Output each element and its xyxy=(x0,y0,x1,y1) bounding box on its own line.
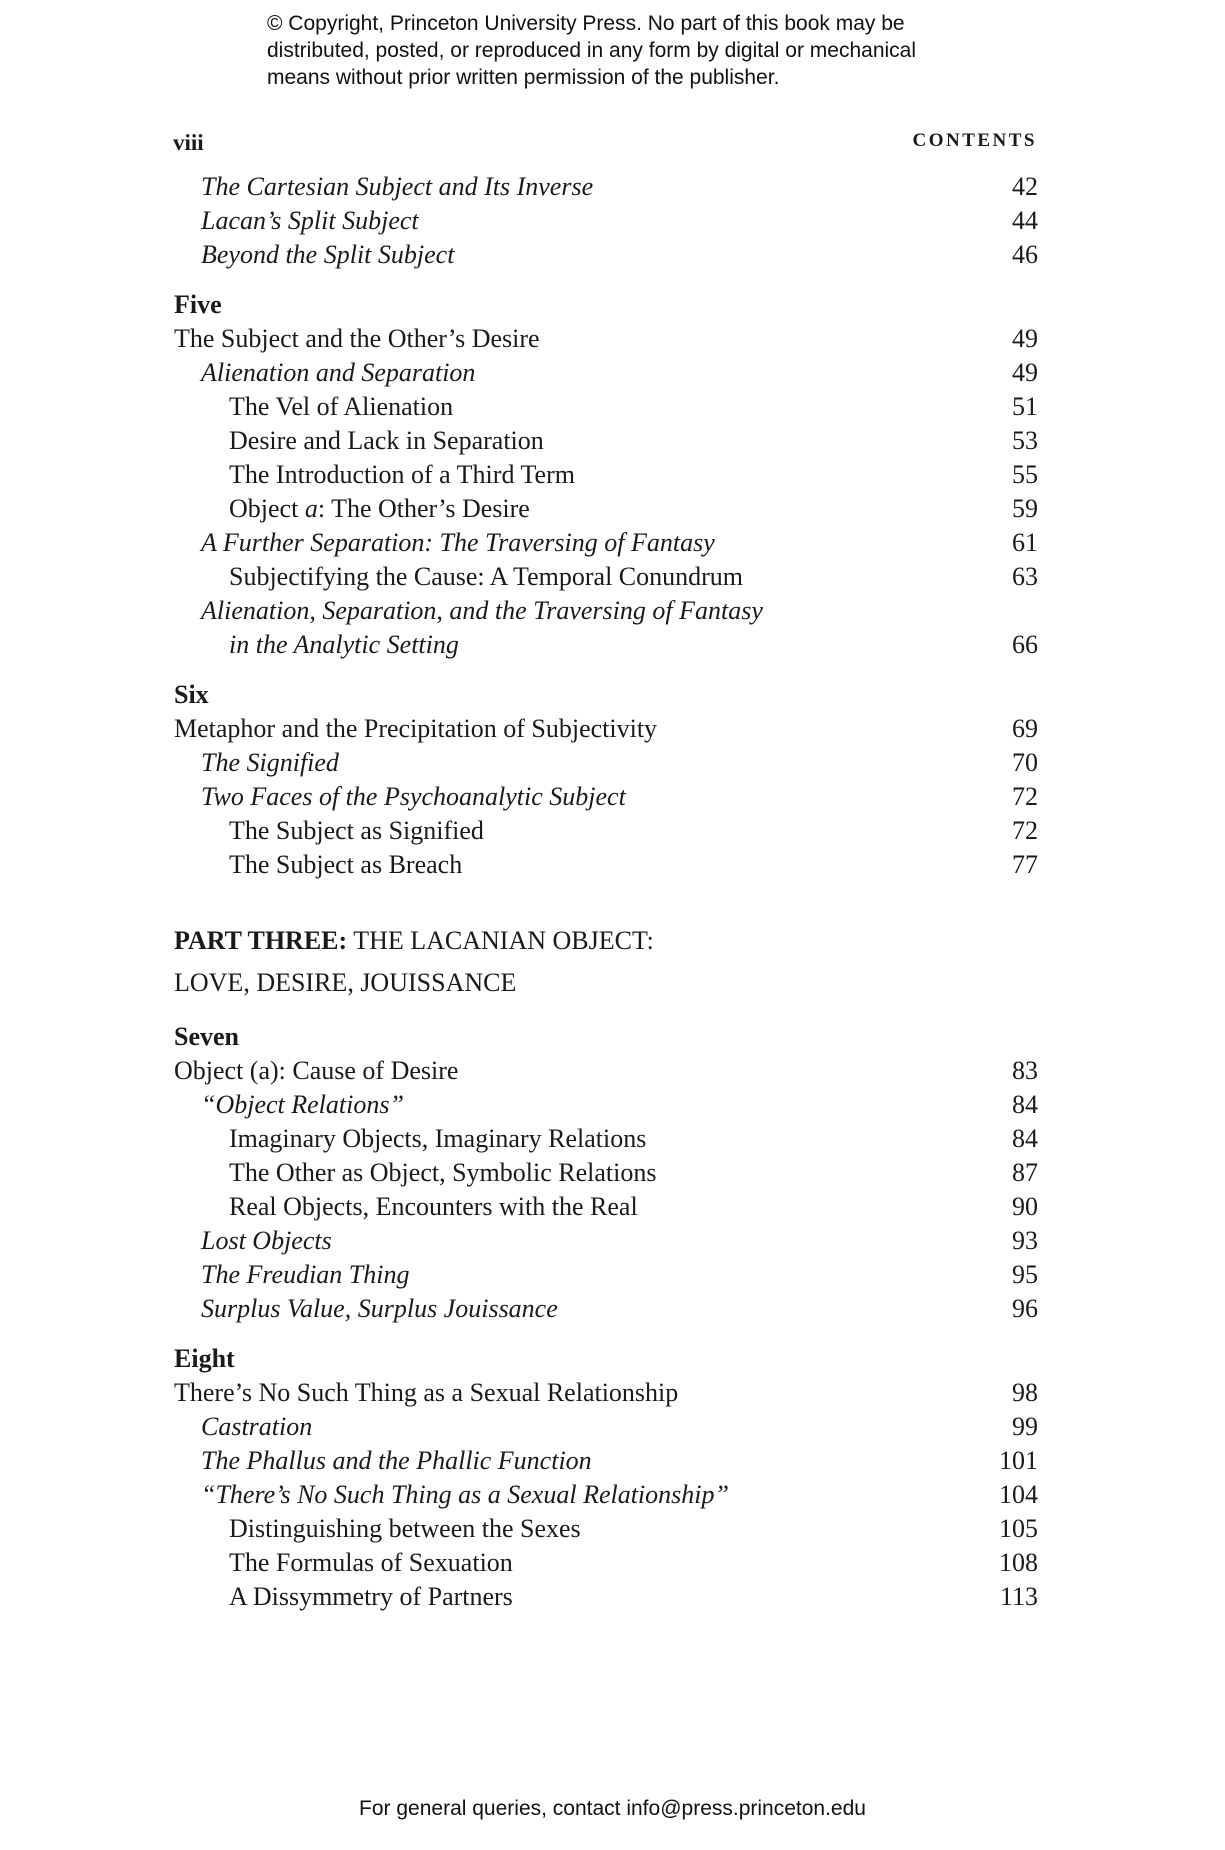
toc-entry-page: 98 xyxy=(1012,1378,1038,1407)
toc-entry xyxy=(174,1258,1038,1292)
chapter-title-entry xyxy=(174,1376,1038,1410)
toc-entry-title: “There’s No Such Thing as a Sexual Relationship” xyxy=(201,1480,729,1509)
toc-entry xyxy=(174,1444,1038,1478)
toc-entry-page: 72 xyxy=(1012,782,1038,811)
toc-entry-title-prefix: Object xyxy=(229,494,305,523)
toc-entry-title: The Subject as Signified xyxy=(229,816,484,845)
toc-entry-title: Distinguishing between the Sexes xyxy=(229,1514,581,1543)
toc-entry xyxy=(174,204,1038,238)
chapter-title-entry xyxy=(174,1054,1038,1088)
toc-entry-page: 104 xyxy=(999,1480,1038,1509)
toc-entry-page: 95 xyxy=(1012,1260,1038,1289)
page-folio: viii xyxy=(173,130,204,155)
chapter-title: The Subject and the Other’s Desire xyxy=(174,324,540,353)
toc-entry-page: 51 xyxy=(1012,392,1038,421)
toc-entry xyxy=(174,1546,1038,1580)
chapter-title: Object (a): Cause of Desire xyxy=(174,1056,459,1085)
toc-entry xyxy=(174,1190,1038,1224)
toc-entry-title: Alienation and Separation xyxy=(201,358,476,387)
toc-entry xyxy=(174,458,1038,492)
part-title-line2: LOVE, DESIRE, JOUISSANCE xyxy=(174,968,517,997)
toc-entry-page: 96 xyxy=(1012,1294,1038,1323)
toc-entry-page: 108 xyxy=(999,1548,1038,1577)
part-title: THE LACANIAN OBJECT: xyxy=(353,926,654,955)
toc-entry xyxy=(174,594,1038,628)
toc-entry-page: 66 xyxy=(1012,630,1038,659)
toc-entry xyxy=(174,560,1038,594)
toc-entry xyxy=(174,492,1038,526)
toc-entry-title xyxy=(229,492,530,526)
toc-entry xyxy=(174,1224,1038,1258)
toc-entry-title: The Subject as Breach xyxy=(229,850,463,879)
chapter-title-entry xyxy=(174,712,1038,746)
part-heading xyxy=(174,920,1038,1004)
toc-entry-page: 55 xyxy=(1012,460,1038,489)
toc-entry xyxy=(174,1122,1038,1156)
toc-entry-title: The Other as Object, Symbolic Relations xyxy=(229,1158,657,1187)
footer-contact: For general queries, contact info@press.princeton.edu xyxy=(359,1797,866,1820)
toc-entry-page: 84 xyxy=(1012,1090,1038,1119)
toc-entry-title: Beyond the Split Subject xyxy=(201,240,455,269)
toc-entry-title: Surplus Value, Surplus Jouissance xyxy=(201,1294,558,1323)
toc-entry xyxy=(174,848,1038,882)
part-heading-line xyxy=(174,920,1038,962)
toc-entry xyxy=(174,1410,1038,1444)
toc-entry-page: 63 xyxy=(1012,562,1038,591)
toc-entry-title: Two Faces of the Psychoanalytic Subject xyxy=(201,782,626,811)
toc-entry-title: The Freudian Thing xyxy=(201,1260,410,1289)
toc-entry-title: A Further Separation: The Traversing of Fantasy xyxy=(201,528,715,557)
toc-entry-title: Desire and Lack in Separation xyxy=(229,426,544,455)
toc-entry-page: 99 xyxy=(1012,1412,1038,1441)
toc-entry-title: Alienation, Separation, and the Traversing of Fantasy xyxy=(201,596,763,625)
chapter-title: Metaphor and the Precipitation of Subjectivity xyxy=(174,714,658,743)
table-of-contents xyxy=(174,170,1038,1614)
toc-entry-title: “Object Relations” xyxy=(201,1090,404,1119)
toc-entry-title: The Introduction of a Third Term xyxy=(229,460,575,489)
toc-entry-page: 77 xyxy=(1012,850,1038,879)
toc-entry-page: 87 xyxy=(1012,1158,1038,1187)
toc-entry-page: 49 xyxy=(1012,324,1038,353)
running-head-title: CONTENTS xyxy=(912,130,1037,151)
toc-entry xyxy=(174,1156,1038,1190)
chapter-number: Five xyxy=(174,290,222,319)
toc-entry xyxy=(174,1292,1038,1326)
toc-entry-title: The Phallus and the Phallic Function xyxy=(201,1446,592,1475)
toc-entry-title: The Vel of Alienation xyxy=(229,392,454,421)
toc-entry xyxy=(174,1088,1038,1122)
copyright-notice xyxy=(267,10,987,91)
chapter-number: Eight xyxy=(174,1344,235,1373)
toc-entry xyxy=(174,390,1038,424)
toc-entry-title: Subjectifying the Cause: A Temporal Conundrum xyxy=(229,562,744,591)
toc-entry xyxy=(174,814,1038,848)
toc-entry-title: Real Objects, Encounters with the Real xyxy=(229,1192,638,1221)
toc-entry-title: Lost Objects xyxy=(201,1226,332,1255)
toc-entry-title: Castration xyxy=(201,1412,313,1441)
chapter-title: There’s No Such Thing as a Sexual Relationship xyxy=(174,1378,679,1407)
toc-entry-page: 42 xyxy=(1012,172,1038,201)
chapter-number: Six xyxy=(174,680,209,709)
toc-entry-page: 72 xyxy=(1012,816,1038,845)
toc-entry-page: 101 xyxy=(999,1446,1038,1475)
toc-entry-page: 113 xyxy=(999,1582,1038,1611)
part-label: PART THREE: xyxy=(174,926,348,955)
copyright-line: means without prior written permission of the publisher. xyxy=(267,66,780,89)
toc-entry-page: 83 xyxy=(1012,1056,1038,1085)
toc-entry-page: 46 xyxy=(1012,240,1038,269)
toc-entry-title: A Dissymmetry of Partners xyxy=(229,1582,513,1611)
toc-entry xyxy=(174,746,1038,780)
toc-entry-page: 49 xyxy=(1012,358,1038,387)
chapter-title-entry xyxy=(174,322,1038,356)
toc-entry-page: 70 xyxy=(1012,748,1038,777)
toc-entry-title-suffix: : The Other’s Desire xyxy=(317,494,530,523)
toc-entry-page: 84 xyxy=(1012,1124,1038,1153)
toc-entry-title: The Cartesian Subject and Its Inverse xyxy=(201,172,594,201)
copyright-line: distributed, posted, or reproduced in any form by digital or mechanical xyxy=(267,39,917,62)
toc-entry-title: Lacan’s Split Subject xyxy=(201,206,419,235)
toc-entry-title: Imaginary Objects, Imaginary Relations xyxy=(229,1124,647,1153)
toc-entry-title-italic: a xyxy=(304,494,318,523)
toc-entry xyxy=(174,170,1038,204)
toc-entry-page: 44 xyxy=(1012,206,1038,235)
toc-entry-page: 69 xyxy=(1012,714,1038,743)
toc-entry xyxy=(174,1478,1038,1512)
toc-entry-title: The Formulas of Sexuation xyxy=(229,1548,513,1577)
toc-entry-title: in the Analytic Setting xyxy=(229,630,459,659)
toc-entry-continuation xyxy=(174,628,1038,662)
toc-entry xyxy=(174,780,1038,814)
toc-entry-page: 93 xyxy=(1012,1226,1038,1255)
copyright-line: © Copyright, Princeton University Press. No part of this book may be xyxy=(267,12,905,35)
toc-entry xyxy=(174,1580,1038,1614)
toc-entry-page: 61 xyxy=(1012,528,1038,557)
toc-entry xyxy=(174,424,1038,458)
toc-entry xyxy=(174,526,1038,560)
toc-entry-page: 59 xyxy=(1012,494,1038,523)
toc-entry-page: 105 xyxy=(999,1514,1038,1543)
toc-entry xyxy=(174,1512,1038,1546)
toc-entry-title: The Signified xyxy=(201,748,339,777)
toc-entry xyxy=(174,356,1038,390)
toc-entry-page: 53 xyxy=(1012,426,1038,455)
toc-entry xyxy=(174,238,1038,272)
toc-entry-page: 90 xyxy=(1012,1192,1038,1221)
chapter-number: Seven xyxy=(174,1022,239,1051)
